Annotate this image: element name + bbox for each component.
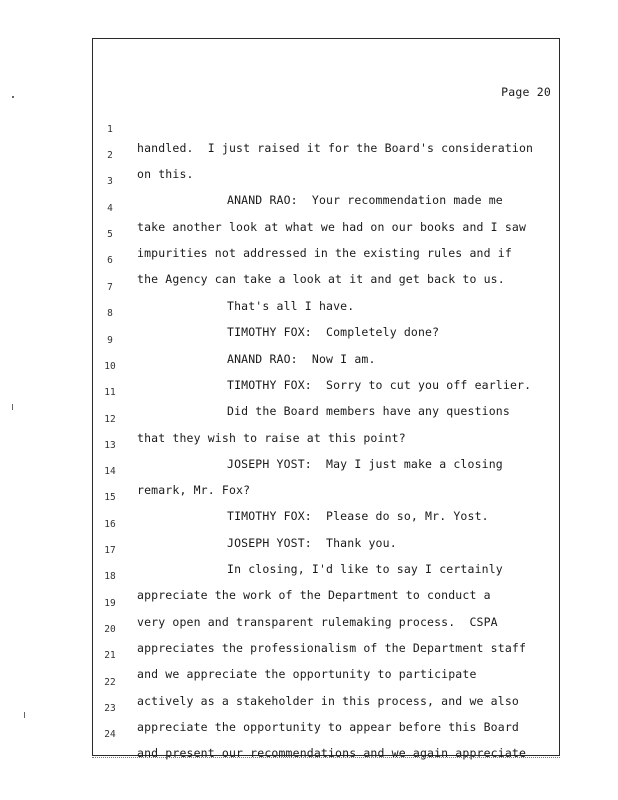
line-number: 10 — [104, 361, 116, 372]
line-number: 22 — [104, 677, 116, 688]
page-number: Page 20 — [501, 85, 551, 99]
line-number: 17 — [104, 545, 116, 556]
line-number: 12 — [104, 414, 116, 425]
line-number: 11 — [104, 387, 116, 398]
transcript-line — [93, 261, 561, 313]
transcript-line — [93, 182, 561, 234]
line-number: 15 — [104, 492, 116, 503]
line-number: 16 — [104, 519, 116, 530]
line-number: 21 — [104, 650, 116, 661]
transcript-line — [93, 314, 561, 366]
line-text: the Agency can take a look at it and get back to us. — [137, 272, 505, 286]
scan-bottom-rule — [92, 757, 560, 759]
line-text: appreciates the professionalism of the Department staff — [137, 641, 527, 655]
line-number: 18 — [104, 571, 116, 582]
line-text: very open and transparent rulemaking process. CSPA — [137, 615, 498, 629]
line-number: 19 — [104, 598, 116, 609]
line-text: take another look at what we had on our books and I saw — [137, 220, 527, 234]
transcript-line — [93, 577, 561, 629]
line-number: 9 — [107, 335, 113, 346]
line-number: 6 — [107, 255, 113, 266]
line-text: and we appreciate the opportunity to participate — [137, 667, 477, 681]
line-text: and present our recommendations and we again appreciate — [137, 746, 527, 760]
line-text: ANAND RAO: Your recommendation made me — [227, 193, 503, 207]
line-text: remark, Mr. Fox? — [137, 483, 251, 497]
line-text: In closing, I'd like to say I certainly — [227, 562, 503, 576]
line-text: Did the Board members have any questions — [227, 404, 510, 418]
line-number: 4 — [107, 203, 113, 214]
line-text: TIMOTHY FOX: Sorry to cut you off earlier. — [227, 378, 532, 392]
line-number: 20 — [104, 624, 116, 635]
line-text: ANAND RAO: Now I am. — [227, 352, 376, 366]
line-number: 5 — [107, 229, 113, 240]
line-text: that they wish to raise at this point? — [137, 431, 406, 445]
line-text: JOSEPH YOST: May I just make a closing — [227, 457, 503, 471]
line-number: 24 — [104, 729, 116, 740]
line-number: 1 — [107, 124, 113, 135]
line-text: appreciate the opportunity to appear before this Board — [137, 720, 519, 734]
scan-speck — [24, 712, 25, 718]
transcript-line — [93, 498, 561, 550]
transcript-line — [93, 103, 561, 155]
scan-speck — [12, 404, 13, 410]
line-text: TIMOTHY FOX: Completely done? — [227, 325, 440, 339]
line-number: 8 — [107, 308, 113, 319]
transcript-line — [93, 393, 561, 445]
line-text: JOSEPH YOST: Thank you. — [227, 536, 397, 550]
line-text: That's all I have. — [227, 299, 355, 313]
line-text: appreciate the work of the Department to conduct a — [137, 588, 491, 602]
line-number: 2 — [107, 150, 113, 161]
transcript-line — [93, 656, 561, 708]
line-text: TIMOTHY FOX: Please do so, Mr. Yost. — [227, 509, 489, 523]
line-text: on this. — [137, 167, 194, 181]
line-number: 23 — [104, 703, 116, 714]
line-text: actively as a stakeholder in this process, and we also — [137, 694, 519, 708]
line-number: 13 — [104, 440, 116, 451]
line-number: 7 — [107, 282, 113, 293]
line-text: impurities not addressed in the existing rules and if — [137, 246, 512, 260]
transcript-page — [92, 38, 560, 760]
line-number: 3 — [107, 176, 113, 187]
line-text: handled. I just raised it for the Board's consideration — [137, 141, 534, 155]
line-number: 14 — [104, 466, 116, 477]
scan-speck — [12, 96, 14, 98]
